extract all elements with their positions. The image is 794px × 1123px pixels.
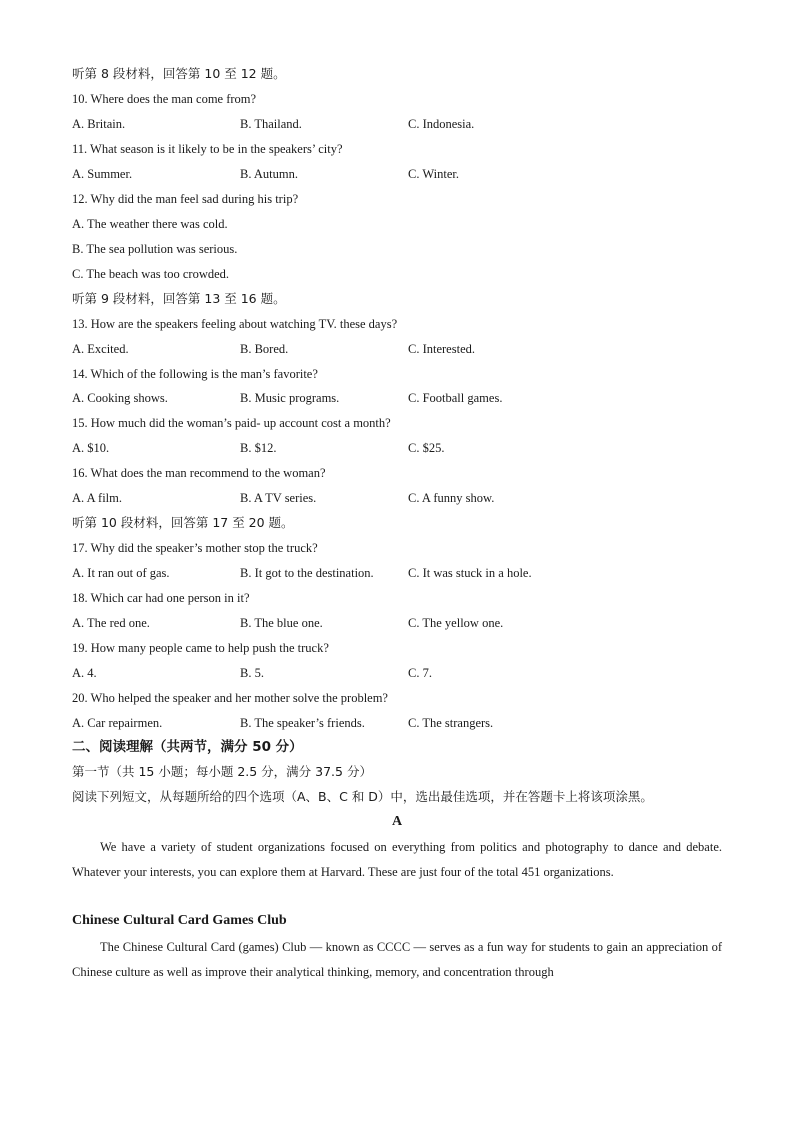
- club-title: Chinese Cultural Card Games Club: [72, 913, 287, 928]
- question-17-option-c: C. It was stuck in a hole.: [408, 566, 532, 580]
- question-13-option-a: A. Excited.: [72, 342, 129, 356]
- question-16-stem: 16. What does the man recommend to the woman?: [72, 466, 326, 480]
- question-11-option-c: C. Winter.: [408, 167, 460, 181]
- question-11-option-a: A. Summer.: [72, 167, 133, 181]
- intro-paragraph: We have a variety of student organizations focused on everything from politics and photography to dance and debate. Whatever your interests, you can explore them at Harvard. These are just four of the total 451 organizations.: [72, 840, 722, 879]
- question-14-option-a: A. Cooking shows.: [72, 391, 168, 405]
- question-15-option-b: B. $12.: [240, 441, 277, 455]
- question-20-option-a: A. Car repairmen.: [72, 716, 163, 730]
- question-13-option-b: B. Bored.: [240, 342, 289, 356]
- question-15-stem: 15. How much did the woman’s paid- up account cost a month?: [72, 416, 391, 430]
- question-13-option-c: C. Interested.: [408, 342, 475, 356]
- question-14-option-c: C. Football games.: [408, 391, 503, 405]
- question-11-option-b: B. Autumn.: [240, 167, 298, 181]
- question-12-option-a: A. The weather there was cold.: [72, 217, 228, 231]
- question-12-option-c: C. The beach was too crowded.: [72, 267, 230, 281]
- question-20-option-b: B. The speaker’s friends.: [240, 716, 365, 730]
- question-19-stem: 19. How many people came to help push the truck?: [72, 641, 329, 655]
- question-10-option-a: A. Britain.: [72, 117, 126, 131]
- question-14-stem: 14. Which of the following is the man’s favorite?: [72, 367, 318, 381]
- question-17-stem: 17. Why did the speaker’s mother stop the truck?: [72, 541, 318, 555]
- question-18-option-b: B. The blue one.: [240, 616, 323, 630]
- reading-instruction: 阅读下列短文，从每题所给的四个选项（A、B、C 和 D）中，选出最佳选项，并在答题卡上将该项涂黑。: [72, 789, 653, 804]
- question-18-option-c: C. The yellow one.: [408, 616, 504, 630]
- reading-section-heading: 二、阅读理解（共两节，满分 50 分）: [72, 739, 303, 755]
- listening-section-8-heading: 听第 8 段材料，回答第 10 至 12 题。: [72, 66, 286, 81]
- listening-section-9-heading: 听第 9 段材料，回答第 13 至 16 题。: [72, 291, 286, 306]
- listening-section-10-heading: 听第 10 段材料，回答第 17 至 20 题。: [72, 515, 294, 530]
- question-10-stem: 10. Where does the man come from?: [72, 92, 257, 106]
- question-12-option-b: B. The sea pollution was serious.: [72, 242, 238, 256]
- question-16-option-c: C. A funny show.: [408, 491, 495, 505]
- question-16-option-b: B. A TV series.: [240, 491, 317, 505]
- question-14-option-b: B. Music programs.: [240, 391, 340, 405]
- question-19-option-c: C. 7.: [408, 666, 432, 680]
- passage-label: A: [391, 814, 403, 829]
- question-18-option-a: A. The red one.: [72, 616, 150, 630]
- question-16-option-a: A. A film.: [72, 491, 123, 505]
- question-19-option-b: B. 5.: [240, 666, 264, 680]
- question-17-option-b: B. It got to the destination.: [240, 566, 374, 580]
- question-17-option-a: A. It ran out of gas.: [72, 566, 170, 580]
- question-15-option-c: C. $25.: [408, 441, 445, 455]
- question-10-option-b: B. Thailand.: [240, 117, 302, 131]
- question-13-stem: 13. How are the speakers feeling about watching TV. these days?: [72, 317, 398, 331]
- question-19-option-a: A. 4.: [72, 666, 97, 680]
- question-15-option-a: A. $10.: [72, 441, 110, 455]
- question-20-stem: 20. Who helped the speaker and her mother solve the problem?: [72, 691, 388, 705]
- question-11-stem: 11. What season is it likely to be in the speakers’ city?: [72, 142, 343, 156]
- question-10-option-c: C. Indonesia.: [408, 117, 475, 131]
- question-20-option-c: C. The strangers.: [408, 716, 494, 730]
- question-18-stem: 18. Which car had one person in it?: [72, 591, 250, 605]
- part-one-heading: 第一节（共 15 小题；每小题 2.5 分，满分 37.5 分）: [72, 764, 372, 779]
- club-paragraph: The Chinese Cultural Card (games) Club — known as CCCC — serves as a fun way for students to gain an appreciation of Chinese culture as well as improve their analytical thinking, memory, and concentration through: [72, 940, 722, 979]
- question-12-stem: 12. Why did the man feel sad during his trip?: [72, 192, 299, 206]
